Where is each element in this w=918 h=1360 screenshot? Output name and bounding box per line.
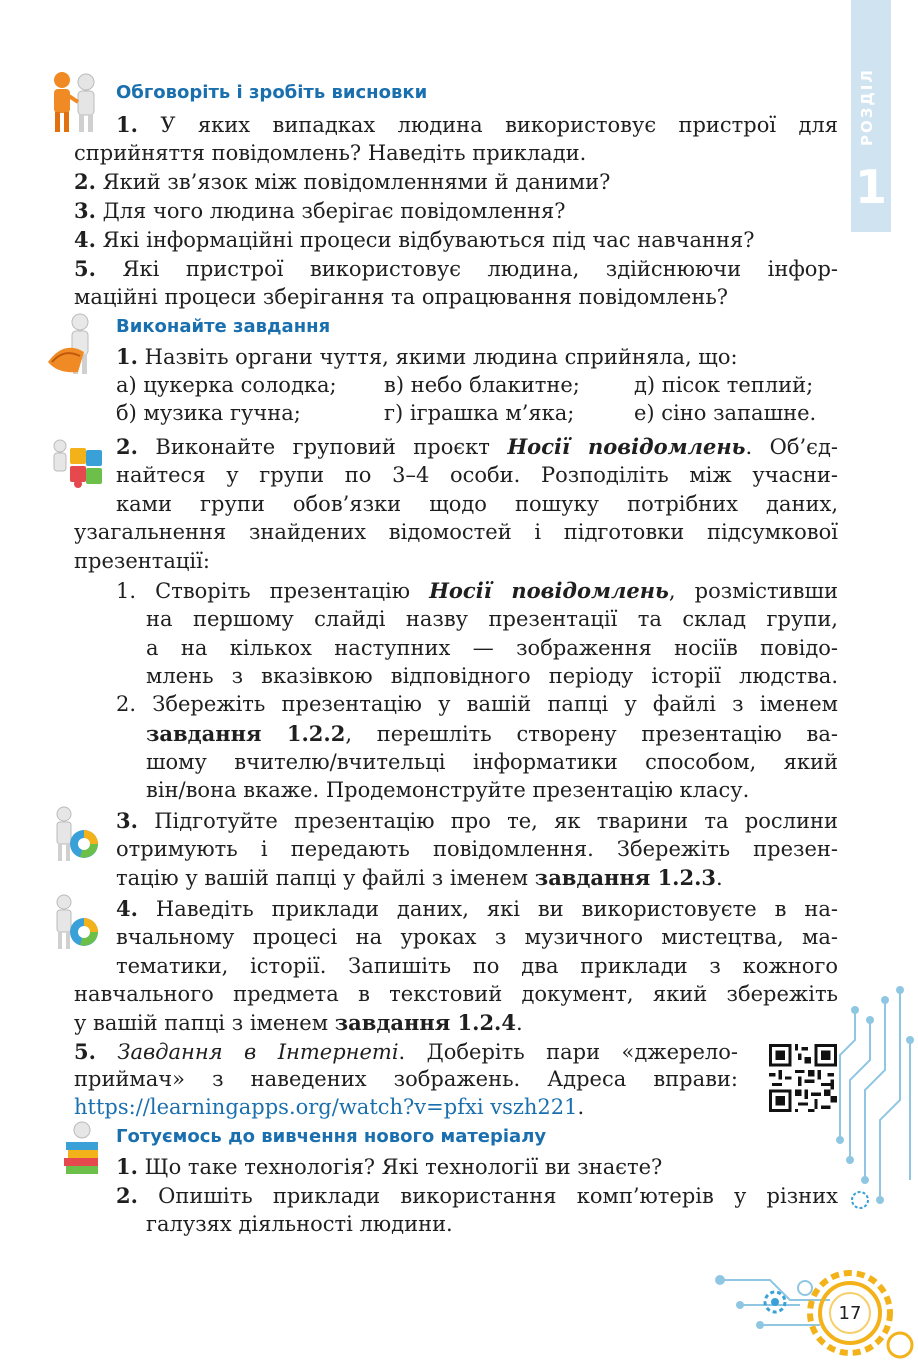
discuss-q4: 4. Які інформаційні процеси відбуваються під час навчання? — [74, 227, 755, 252]
prepare-q2-cont: галузях діяльності людини. — [146, 1212, 453, 1236]
page-number: 17 — [838, 1303, 862, 1324]
task-2-step-2-line-4: він/вона вкаже. Продемонструйте презентацію класу. — [146, 778, 750, 802]
task-4-line-3: тематики, історії. Запишіть по два приклади з кожного — [116, 954, 838, 978]
task-2-step-1-line-4: млень з вказівкою відповідного періоду історії людства. — [146, 664, 838, 688]
task-4-line-4: навчального предмета в текстовий документ, який збережіть — [74, 982, 838, 1006]
discuss-q5-cont: маційні процеси зберігання та опрацювання повідомлень? — [74, 285, 729, 309]
task-2-line-4: узагальнення знайдених відомостей і підготовки підсумкової — [74, 520, 838, 544]
task-1-option-g: г) іграшка м’яка; — [384, 401, 575, 425]
task-2-step-2-line-2: завдання 1.2.2, перешліть створену презентацію ва- — [146, 721, 838, 746]
task-5-line-3: https://learningapps.org/watch?v=pfxi vszh221. — [74, 1095, 585, 1119]
task-4: 4. Наведіть приклади даних, які ви використовуєте в на- — [116, 896, 838, 921]
task-2-step-1-line-3: а на кількох наступних — зображення носіїв повідо- — [146, 636, 838, 660]
presentation-figure-icon — [50, 806, 102, 864]
discuss-q5: 5. Які пристрої використовує людина, здійснюючи інфор- — [74, 256, 838, 281]
exercise-link[interactable]: https://learningapps.org/watch?v=pfxi vszh221 — [74, 1095, 578, 1119]
discuss-q3: 3. Для чого людина зберігає повідомлення? — [74, 198, 566, 223]
discuss-q1: 1. У яких випадках людина використовує пристрої для — [116, 112, 838, 137]
tasks-heading: Виконайте завдання — [116, 316, 331, 337]
discussion-people-icon — [44, 68, 106, 134]
task-1-option-e: е) сіно запашне. — [634, 401, 817, 425]
task-3-line-2: отримують і передають повідомлення. Збережіть презен- — [116, 837, 838, 861]
task-1-option-a: а) цукерка солодка; — [116, 373, 337, 397]
task-2-step-1: 1. Створіть презентацію Носії повідомлень, розмістивши — [116, 578, 838, 603]
task-2-line-5: презентації: — [74, 549, 210, 573]
task-2-line-2: найтеся у групи по 3–4 особи. Розподіліть між учасни- — [116, 463, 838, 487]
discuss-heading: Обговоріть і зробіть висновки — [116, 82, 428, 103]
task-3-line-3: тацію у вашій папці у файлі з іменем завдання 1.2.3. — [116, 865, 723, 890]
task-2-line-3: ками групи обов’язки щодо пошуку потрібних даних, — [116, 492, 838, 516]
prepare-q2: 2. Опишіть приклади використання комп’ютерів у різних — [116, 1183, 838, 1208]
task-5: 5. Завдання в Інтернеті. Доберіть пари «джерело- — [74, 1039, 738, 1064]
task-2-step-1-line-2: на першому слайді назву презентації та склад групи, — [146, 607, 838, 631]
discuss-q2: 2. Який зв’язок між повідомленнями й даними? — [74, 169, 611, 194]
task-4-line-2: вчальному процесі на уроках з музичного мистецтва, ма- — [116, 925, 838, 949]
puzzle-group-icon — [48, 438, 106, 492]
prepare-heading: Готуємось до вивчення нового матеріалу — [116, 1126, 547, 1147]
task-1-option-b: б) музика гучна; — [116, 401, 301, 425]
prepare-q1: 1. Що таке технологія? Які технології ви знаєте? — [116, 1154, 663, 1179]
presentation-figure-icon — [50, 894, 102, 952]
task-figure-icon — [44, 312, 112, 378]
task-4-line-5: у вашій папці з іменем завдання 1.2.4. — [74, 1010, 523, 1035]
task-2-step-2-line-3: шому вчителю/вчительці інформатики способом, який — [146, 750, 838, 774]
task-2: 2. Виконайте груповий проєкт Носії повідомлень. Об’єд- — [116, 434, 838, 459]
task-3: 3. Підготуйте презентацію про те, як тварини та рослини — [116, 808, 838, 833]
chapter-label: РОЗДІЛ — [858, 68, 876, 146]
task-1-option-d: д) пісок теплий; — [634, 373, 814, 397]
task-2-step-2: 2. Збережіть презентацію у вашій папці у файлі з іменем — [116, 692, 838, 716]
task-1-option-v: в) небо блакитне; — [384, 373, 580, 397]
discuss-q1-cont: сприйняття повідомлень? Наведіть приклади. — [74, 141, 587, 165]
task-5-line-2: приймач» з наведених зображень. Адреса вправи: — [74, 1067, 738, 1091]
task-1: 1. Назвіть органи чуття, якими людина сприйняла, що: — [116, 344, 738, 369]
chapter-number: 1 — [854, 160, 887, 214]
reading-books-icon — [58, 1120, 106, 1176]
